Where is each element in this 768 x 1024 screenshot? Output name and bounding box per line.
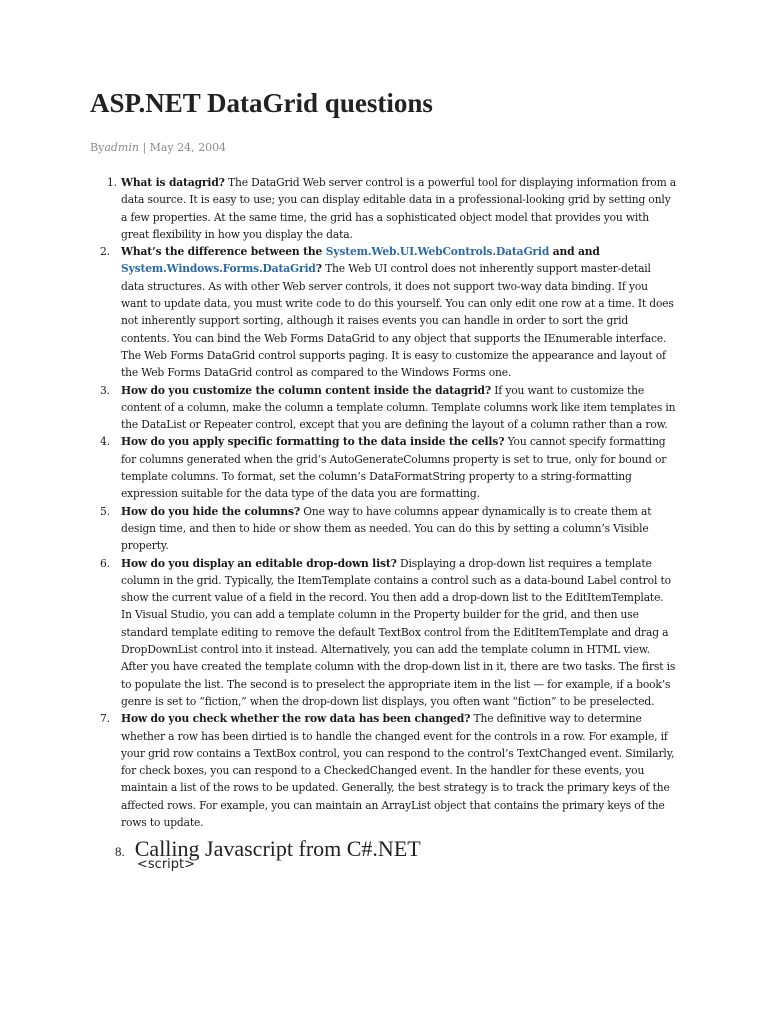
- byline-author: admin: [104, 141, 139, 154]
- item-number: 2.: [100, 245, 110, 259]
- byline-date: May 24, 2004: [149, 141, 227, 154]
- item-number: 6.: [100, 556, 110, 570]
- answer-text: Displaying a drop-down list requires a template column in the grid. Typically, the ItemTemplate contains a control such as a data-bound Label control to show the current value of a field in the record. You then add a drop-down list to the EditItemTemplate. In Visual Studio, you can add a template column in the Property builder for the grid, and then use standard template editing to remove the default TextBox control from the EditItemTemplate and drag a DropDownList control into it instead. Alternatively, you can add the template column in HTML view. After you have created the template column with the drop-down list in it, there are two tasks. The first is to populate the list. The second is to preselect the appropriate item in the list — for example, if a book’s genre is set to “fiction,” when the drop-down list displays, you often want “fiction” to be preselected.: [121, 556, 676, 708]
- question-list: [100, 174, 677, 831]
- item-number: 7.: [100, 712, 110, 726]
- question-text: What is datagrid?: [121, 176, 225, 189]
- answer-text: The definitive way to determine whether a row has been dirtied is to handle the changed event for the controls in a row. For example, if your grid row contains a TextBox control, you can respond to the control’s TextChanged event. Similarly, for check boxes, you can respond to a CheckedChanged event. In the handler for these events, you maintain a list of the rows to be updated. Generally, the best strategy is to track the primary keys of the affected rows. For example, you can maintain an ArrayList object that contains the primary keys of the rows to update.: [121, 712, 675, 829]
- list-item: [100, 503, 677, 555]
- question-text: What’s the difference between the: [121, 245, 326, 259]
- list-item: [100, 433, 677, 502]
- list-item: [100, 243, 677, 381]
- answer-text: One way to have columns appear dynamically is to create them at design time, and then to hide or show them as needed. You can do this by setting a column’s Visible property.: [121, 504, 652, 553]
- question-text: How do you customize the column content inside the datagrid?: [121, 383, 491, 397]
- item-number: 5.: [100, 504, 110, 518]
- question-text: How do you hide the columns?: [121, 504, 300, 518]
- question-text: How do you apply specific formatting to the data inside the cells?: [121, 435, 505, 449]
- list-item: [100, 555, 677, 711]
- item-number: 4.: [100, 435, 110, 449]
- list-item: [100, 710, 677, 831]
- answer-text: You cannot specify formatting for columns generated when the grid’s AutoGenerateColumns property is set to true, only for bound or template columns. To format, set the column’s DataFormatString property to a string-formatting expression suitable for the data type of the data you are formatting.: [121, 435, 667, 501]
- question-text-end: ?: [315, 262, 322, 276]
- list-item: [100, 382, 677, 434]
- byline-by: By: [90, 141, 105, 154]
- datagrid-webcontrols-link[interactable]: System.Web.UI.WebControls.DataGrid: [325, 245, 550, 259]
- item-number: 1.: [107, 176, 117, 189]
- section-title: Calling Javascript from C#.NET: [134, 836, 421, 861]
- code-snippet: <script>: [137, 857, 196, 872]
- question-text: How do you display an editable drop-down list?: [121, 556, 397, 570]
- datagrid-forms-link[interactable]: System.Windows.Forms.DataGrid: [121, 262, 316, 276]
- answer-text: The Web UI control does not inherently support master-detail data structures. As with other Web server controls, it does not support two-way data binding. If you want to update data, you must write code to do this yourself. You can only edit one row at a time. It does not inherently support sorting, although it raises events you can handle in order to sort the grid contents. You can bind the Web Forms DataGrid to any object that supports the IEnumerable interface. The Web Forms DataGrid control supports paging. It is easy to customize the appearance and layout of the Web Forms DataGrid control as compared to the Windows Forms one.: [121, 262, 674, 380]
- list-item: [107, 174, 677, 243]
- question-text-middle: and and: [549, 245, 600, 259]
- page-title: ASP.NET DataGrid questions: [90, 88, 433, 118]
- byline-separator: |: [138, 141, 150, 154]
- byline: [90, 141, 226, 154]
- answer-text: If you want to customize the content of a column, make the column a template column. Template columns work like item templates in the DataList or Repeater control, except that you are defining the layout of a column rather than a row.: [121, 383, 676, 432]
- question-text: How do you check whether the row data has been changed?: [121, 712, 471, 726]
- section-number: 8.: [115, 844, 125, 859]
- answer-text: The DataGrid Web server control is a powerful tool for displaying information from a data source. It is easy to use; you can display editable data in a professional-looking grid by setting only a few properties. At the same time, the grid has a sophisticated object model that provides you with great flexibility in how you display the data.: [121, 176, 677, 241]
- item-number: 3.: [100, 383, 110, 397]
